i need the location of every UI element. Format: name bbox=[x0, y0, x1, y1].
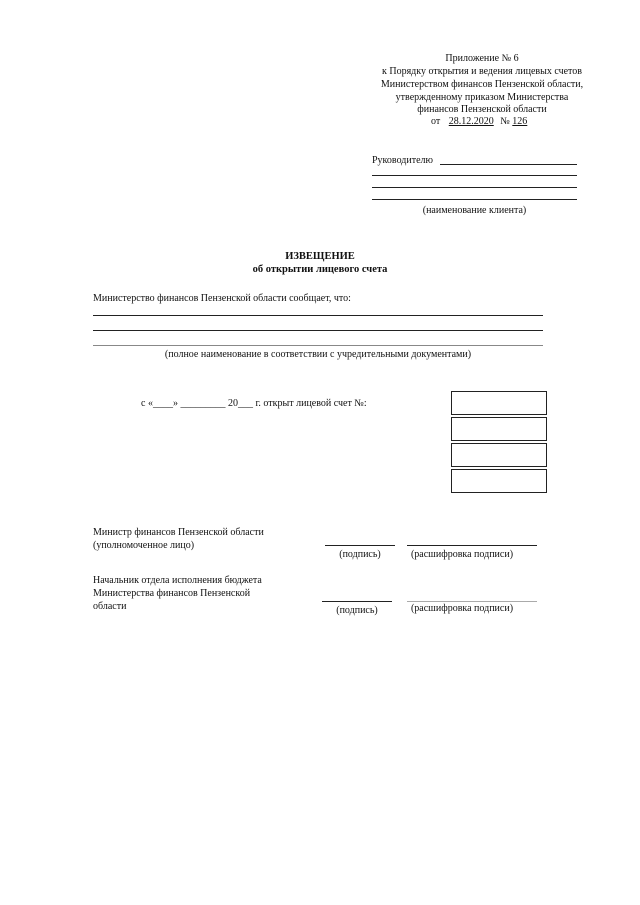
addressee-caption: (наименование клиента) bbox=[422, 205, 527, 216]
signature-line-2 bbox=[322, 601, 392, 602]
account-box-3[interactable] bbox=[451, 443, 547, 467]
name-caption: (полное наименование в соответствии с учредительными документами) bbox=[164, 349, 472, 360]
document-title: ИЗВЕЩЕНИЕ bbox=[285, 251, 355, 262]
appendix-line-2: к Порядку открытия и ведения лицевых счетов bbox=[381, 66, 582, 77]
addressee-line-3 bbox=[372, 187, 577, 188]
date-prefix: от bbox=[431, 116, 441, 127]
account-box-4[interactable] bbox=[451, 469, 547, 493]
addressee-line-1 bbox=[440, 164, 577, 165]
addressee-label: Руководителю bbox=[372, 155, 433, 166]
document-subtitle: об открытии лицевого счета bbox=[252, 264, 388, 275]
addressee-line-4 bbox=[372, 199, 577, 200]
signatory-title-1-line-2: (уполномоченное лицо) bbox=[93, 540, 195, 551]
account-box-1[interactable] bbox=[451, 391, 547, 415]
decode-line-2 bbox=[407, 601, 537, 602]
intro-text: Министерство финансов Пензенской области сообщает, что: bbox=[93, 293, 351, 304]
account-box-2[interactable] bbox=[451, 417, 547, 441]
sign-caption-2: (подпись) bbox=[336, 605, 378, 616]
name-line-2 bbox=[93, 330, 543, 331]
appendix-line-1: Приложение № 6 bbox=[445, 53, 519, 64]
number-prefix: № bbox=[500, 116, 510, 127]
appendix-line-3: Министерством финансов Пензенской области, bbox=[380, 79, 584, 90]
name-line-3 bbox=[93, 345, 543, 346]
signatory-title-1-line-1: Министр финансов Пензенской области bbox=[93, 527, 264, 538]
decode-caption-1: (расшифровка подписи) bbox=[410, 549, 514, 560]
appendix-number: 126 bbox=[512, 116, 528, 127]
signature-line-1 bbox=[325, 545, 395, 546]
signatory-title-2-line-2: Министерства финансов Пензенской bbox=[93, 588, 251, 599]
appendix-line-5: финансов Пензенской области bbox=[417, 104, 547, 115]
signatory-title-2-line-3: области bbox=[93, 601, 127, 612]
name-line-1 bbox=[93, 315, 543, 316]
decode-caption-2: (расшифровка подписи) bbox=[410, 603, 514, 614]
sign-caption-1: (подпись) bbox=[339, 549, 381, 560]
signatory-title-2-line-1: Начальник отдела исполнения бюджета bbox=[93, 575, 262, 586]
appendix-date-line bbox=[431, 116, 527, 128]
appendix-line-4: утвержденному приказом Министерства bbox=[395, 92, 569, 103]
decode-line-1 bbox=[407, 545, 537, 546]
open-date-line: с «____» _________ 20___ г. открыт лицевой счет №: bbox=[141, 398, 367, 409]
addressee-line-2 bbox=[372, 175, 577, 176]
appendix-date: 28.12.2020 bbox=[448, 116, 494, 127]
